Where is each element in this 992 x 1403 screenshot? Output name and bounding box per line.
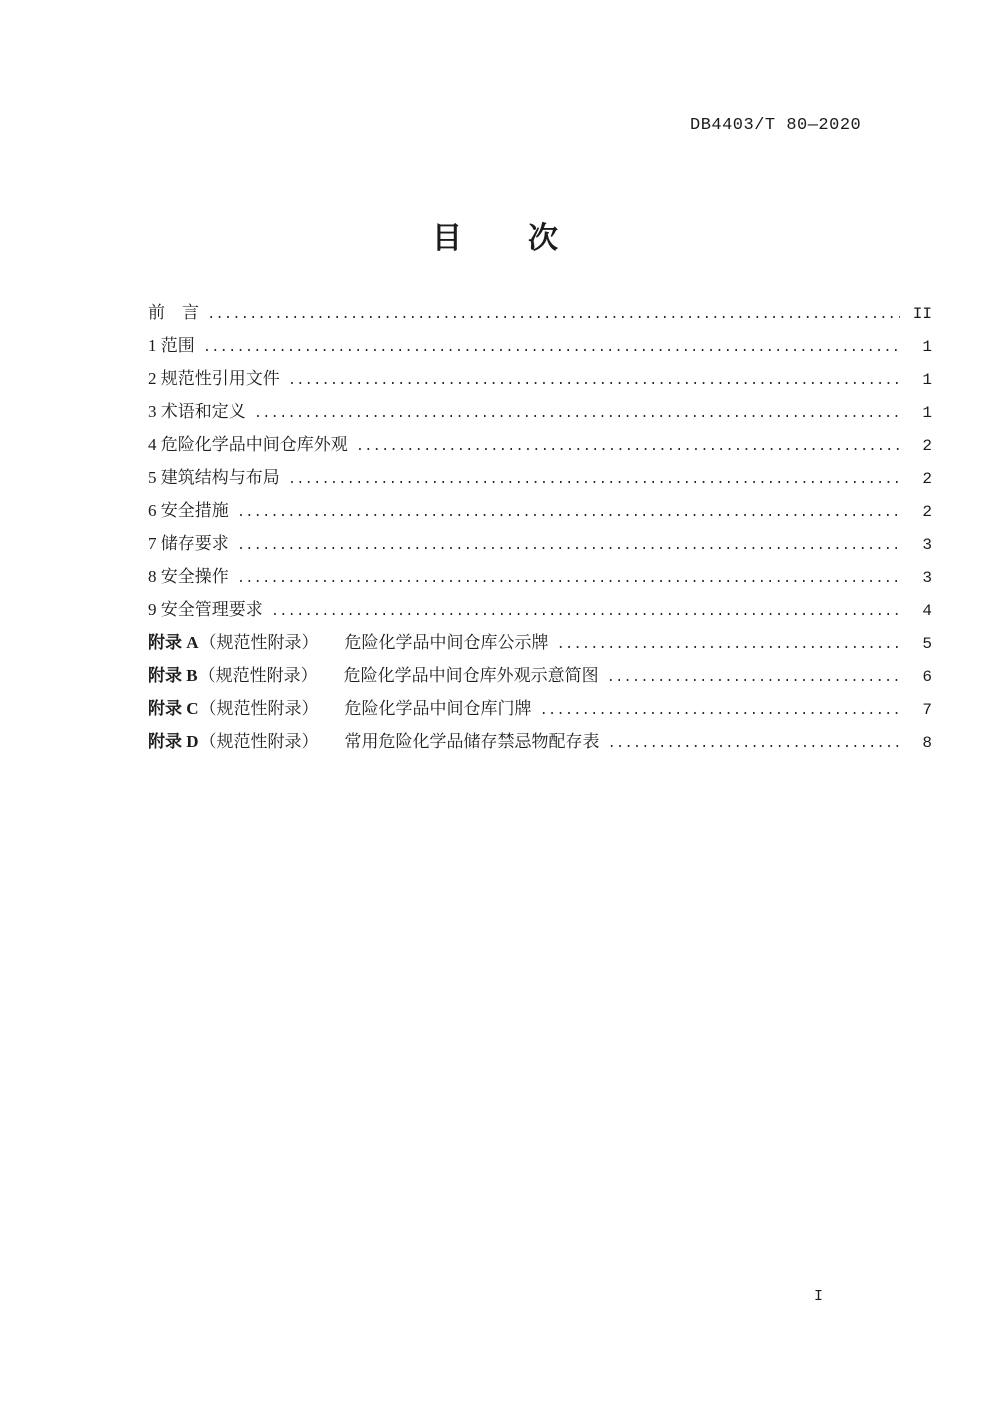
table-of-contents <box>148 296 932 758</box>
toc-entry-page: 2 <box>922 437 932 455</box>
toc-entry-3[interactable] <box>148 395 932 428</box>
toc-entry-page: 1 <box>922 404 932 422</box>
toc-entry-page: 7 <box>922 701 932 719</box>
toc-appendix-c[interactable] <box>148 692 932 725</box>
appendix-name: 附录 A <box>148 633 199 652</box>
toc-entry-5[interactable] <box>148 461 932 494</box>
appendix-title: 危险化学品中间仓库门牌 <box>344 699 532 718</box>
toc-entry-6[interactable] <box>148 494 932 527</box>
appendix-title: 危险化学品中间仓库外观示意简图 <box>343 666 599 685</box>
toc-entry-page: 3 <box>922 569 932 587</box>
dot-leader <box>356 431 900 464</box>
toc-appendix-a[interactable] <box>148 626 932 659</box>
toc-entry-8[interactable] <box>148 560 932 593</box>
dot-leader <box>288 365 900 398</box>
toc-entry-label: 6 安全措施 <box>148 501 229 520</box>
toc-entry-9[interactable] <box>148 593 932 626</box>
dot-leader <box>254 398 900 431</box>
page-title: 目 次 <box>432 222 560 255</box>
toc-entry-page: 3 <box>922 536 932 554</box>
toc-entry-page: 2 <box>922 470 932 488</box>
dot-leader <box>607 662 900 695</box>
toc-entry-page: 4 <box>922 602 932 620</box>
toc-entry-2[interactable] <box>148 362 932 395</box>
toc-entry-page: 1 <box>922 371 932 389</box>
toc-entry-1[interactable] <box>148 329 932 362</box>
toc-appendix-b[interactable] <box>148 659 932 692</box>
toc-entry-label: 9 安全管理要求 <box>148 600 263 619</box>
toc-entry-label: 4 危险化学品中间仓库外观 <box>148 435 348 454</box>
appendix-kind: （规范性附录） <box>198 666 318 685</box>
appendix-kind: （规范性附录） <box>199 732 319 751</box>
toc-entry-label: 5 建筑结构与布局 <box>148 468 280 487</box>
toc-entry-4[interactable] <box>148 428 932 461</box>
toc-entry-label: 前 言 <box>148 303 199 322</box>
dot-leader <box>540 695 900 728</box>
appendix-title: 常用危险化学品储存禁忌物配存表 <box>344 732 600 751</box>
dot-leader <box>203 332 900 365</box>
toc-entry-label: 1 范围 <box>148 336 195 355</box>
toc-entry-label: 3 术语和定义 <box>148 402 246 421</box>
toc-entry-foreword[interactable] <box>148 296 932 329</box>
dot-leader <box>557 629 900 662</box>
dot-leader <box>237 530 900 563</box>
toc-entry-page: 5 <box>922 635 932 653</box>
toc-entry-page: 8 <box>922 734 932 752</box>
toc-entry-page: 2 <box>922 503 932 521</box>
appendix-kind: （规范性附录） <box>199 699 319 718</box>
appendix-name: 附录 D <box>148 732 199 751</box>
dot-leader <box>288 464 900 497</box>
document-number: DB4403/T 80—2020 <box>690 116 862 135</box>
toc-appendix-d[interactable] <box>148 725 932 758</box>
dot-leader <box>207 299 900 332</box>
appendix-name: 附录 C <box>148 699 199 718</box>
footer-page-number: I <box>814 1288 824 1305</box>
toc-entry-7[interactable] <box>148 527 932 560</box>
appendix-name: 附录 B <box>148 666 198 685</box>
dot-leader <box>608 728 900 761</box>
toc-entry-label: 7 储存要求 <box>148 534 229 553</box>
toc-entry-page: II <box>912 305 932 323</box>
toc-entry-page: 1 <box>922 338 932 356</box>
toc-entry-page: 6 <box>922 668 932 686</box>
dot-leader <box>237 563 900 596</box>
dot-leader <box>237 497 900 530</box>
toc-entry-label: 2 规范性引用文件 <box>148 369 280 388</box>
appendix-title: 危险化学品中间仓库公示牌 <box>344 633 549 652</box>
appendix-kind: （规范性附录） <box>199 633 319 652</box>
dot-leader <box>271 596 900 629</box>
toc-entry-label: 8 安全操作 <box>148 567 229 586</box>
